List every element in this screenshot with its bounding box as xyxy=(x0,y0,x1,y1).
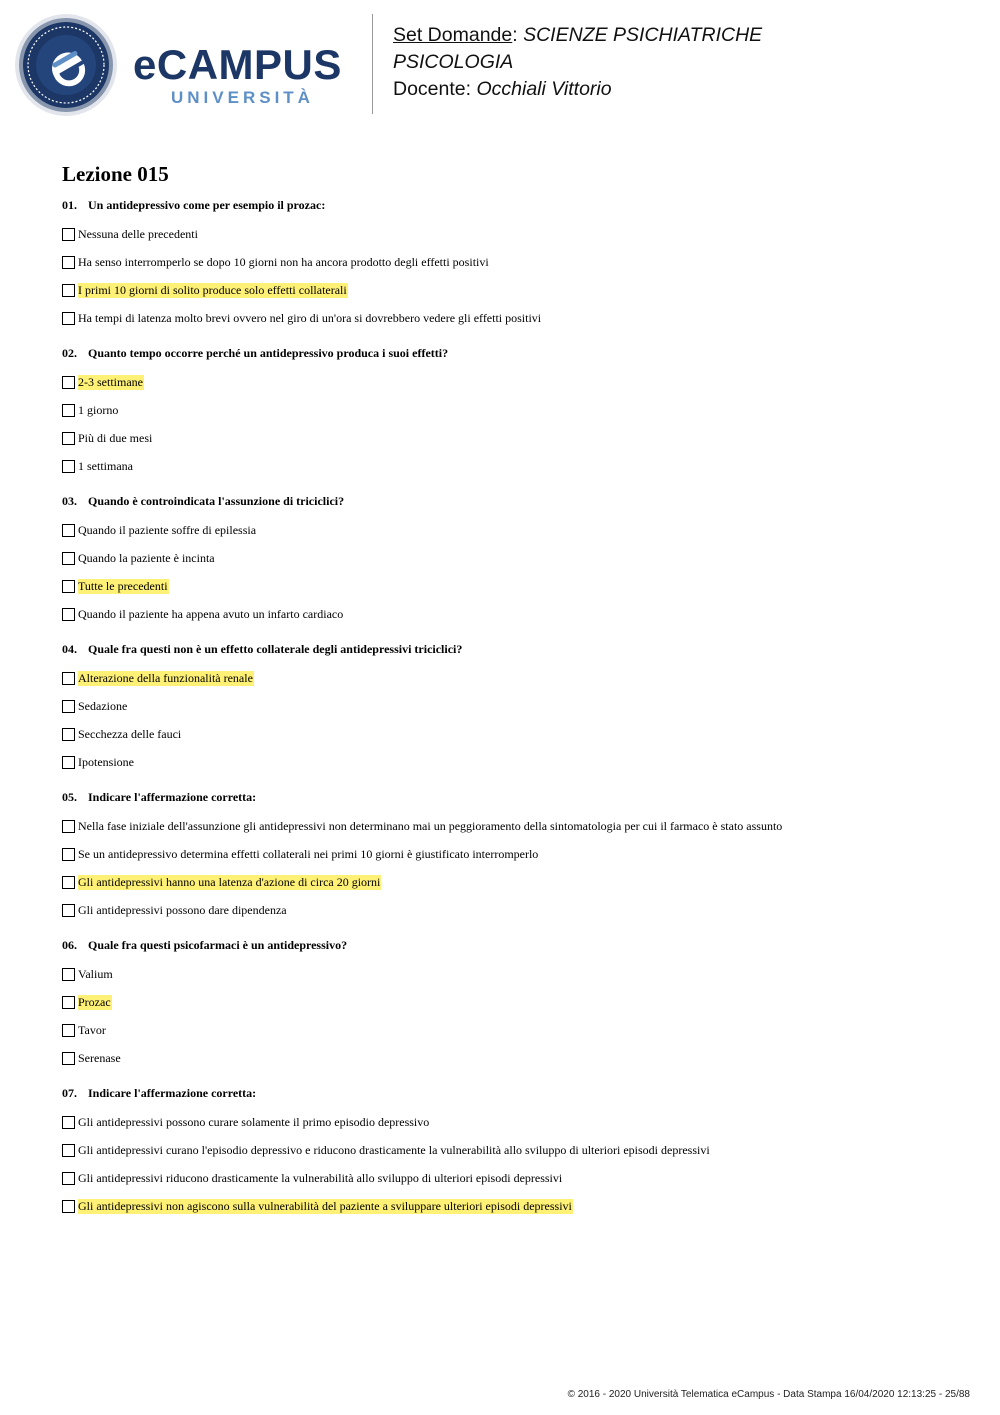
question-number: 02. xyxy=(62,346,77,360)
answer-option[interactable] xyxy=(62,960,942,988)
question-number: 06. xyxy=(62,938,77,952)
answer-text-highlighted: Prozac xyxy=(78,994,111,1009)
set-value-line2: PSICOLOGIA xyxy=(393,51,514,73)
answer-text: Quando il paziente ha appena avuto un infarto cardiaco xyxy=(78,606,344,621)
answer-text: Nella fase iniziale dell'assunzione gli antidepressivi non determinano mai un peggioramento della sintomatologia per cui il farmaco è stato assunto xyxy=(78,818,783,833)
answer-checkbox[interactable] xyxy=(62,1116,75,1129)
brand-subtitle: UNIVERSITÀ xyxy=(171,88,314,107)
answer-text: Quando la paziente è incinta xyxy=(78,550,215,565)
answer-checkbox[interactable] xyxy=(62,968,75,981)
answer-text: 1 settimana xyxy=(78,458,133,473)
answer-option[interactable] xyxy=(62,1164,942,1192)
question-text xyxy=(62,642,942,656)
ecampus-wordmark xyxy=(133,41,342,107)
answer-option[interactable] xyxy=(62,396,942,424)
answer-checkbox[interactable] xyxy=(62,820,75,833)
lesson-title: Lezione 015 xyxy=(62,162,169,186)
answer-checkbox[interactable] xyxy=(62,608,75,621)
question-label: Un antidepressivo come per esempio il prozac: xyxy=(88,198,326,212)
answer-checkbox[interactable] xyxy=(62,904,75,917)
answer-text: Sedazione xyxy=(78,698,128,713)
question-label: Quale fra questi psicofarmaci è un antidepressivo? xyxy=(88,938,348,952)
answer-option[interactable] xyxy=(62,1108,942,1136)
answer-text: Se un antidepressivo determina effetti collaterali nei primi 10 giorni è giustificato interromperlo xyxy=(78,846,539,861)
answer-text: Ha senso interromperlo se dopo 10 giorni non ha ancora prodotto degli effetti positivi xyxy=(78,254,489,269)
header-divider xyxy=(372,14,373,114)
answer-option[interactable] xyxy=(62,720,942,748)
answer-checkbox[interactable] xyxy=(62,284,75,297)
answer-checkbox[interactable] xyxy=(62,876,75,889)
answer-option[interactable] xyxy=(62,248,942,276)
question-item xyxy=(62,790,942,924)
question-item xyxy=(62,346,942,480)
question-label: Quanto tempo occorre perché un antidepressivo produca i suoi effetti? xyxy=(88,346,449,360)
question-list xyxy=(62,198,942,1234)
answer-checkbox[interactable] xyxy=(62,996,75,1009)
answer-text: 1 giorno xyxy=(78,402,119,417)
answer-checkbox[interactable] xyxy=(62,460,75,473)
question-text xyxy=(62,198,942,212)
answer-text: Gli antidepressivi possono curare solamente il primo episodio depressivo xyxy=(78,1114,430,1129)
set-value: SCIENZE PSICHIATRICHE xyxy=(523,24,763,46)
answer-text: Gli antidepressivi possono dare dipendenza xyxy=(78,902,287,917)
question-item xyxy=(62,198,942,332)
brand-name: eCAMPUS xyxy=(133,41,342,88)
answer-option[interactable] xyxy=(62,452,942,480)
question-item xyxy=(62,494,942,628)
answer-checkbox[interactable] xyxy=(62,404,75,417)
question-number: 01. xyxy=(62,198,77,212)
question-label: Indicare l'affermazione corretta: xyxy=(88,790,257,804)
answer-text: Nessuna delle precedenti xyxy=(78,226,198,241)
answer-checkbox[interactable] xyxy=(62,1052,75,1065)
page-header xyxy=(0,0,1000,130)
answer-checkbox[interactable] xyxy=(62,672,75,685)
answer-text-highlighted: Alterazione della funzionalità renale xyxy=(78,670,253,685)
answer-text: Ha tempi di latenza molto brevi ovvero nel giro di un'ora si dovrebbero vedere gli effetti positivi xyxy=(78,310,542,325)
answer-option[interactable] xyxy=(62,868,942,896)
answer-checkbox[interactable] xyxy=(62,1200,75,1213)
answer-text-highlighted: Tutte le precedenti xyxy=(78,578,168,593)
question-text xyxy=(62,1086,942,1100)
answer-option[interactable] xyxy=(62,748,942,776)
answer-option[interactable] xyxy=(62,896,942,924)
answer-option[interactable] xyxy=(62,840,942,868)
answer-option[interactable] xyxy=(62,544,942,572)
question-item xyxy=(62,938,942,1072)
teacher-value: Occhiali Vittorio xyxy=(476,78,612,100)
answer-text: Gli antidepressivi riducono drasticamente la vulnerabilità allo sviluppo di ulteriori episodi depressivi xyxy=(78,1170,563,1185)
set-info: Set Domande: SCIENZE PSICHIATRICHE PSICOLOGIA Docente: Occhiali Vittorio xyxy=(393,24,763,100)
question-label: Quale fra questi non è un effetto collaterale degli antidepressivi triciclici? xyxy=(88,642,463,656)
answer-option[interactable] xyxy=(62,988,942,1016)
answer-checkbox[interactable] xyxy=(62,1172,75,1185)
answer-text-highlighted: I primi 10 giorni di solito produce solo effetti collaterali xyxy=(78,282,347,297)
answer-option[interactable] xyxy=(62,1192,942,1220)
answer-checkbox[interactable] xyxy=(62,580,75,593)
answer-option[interactable] xyxy=(62,1136,942,1164)
question-text xyxy=(62,938,942,952)
answer-checkbox[interactable] xyxy=(62,312,75,325)
question-number: 05. xyxy=(62,790,77,804)
answer-option[interactable] xyxy=(62,572,942,600)
answer-option[interactable] xyxy=(62,220,942,248)
answer-checkbox[interactable] xyxy=(62,256,75,269)
answer-checkbox[interactable] xyxy=(62,756,75,769)
answer-checkbox[interactable] xyxy=(62,552,75,565)
teacher-label: Docente xyxy=(393,78,466,100)
answer-option[interactable] xyxy=(62,692,942,720)
answer-checkbox[interactable] xyxy=(62,524,75,537)
answer-checkbox[interactable] xyxy=(62,700,75,713)
answer-option[interactable] xyxy=(62,1016,942,1044)
answer-checkbox[interactable] xyxy=(62,1144,75,1157)
answer-text: Quando il paziente soffre di epilessia xyxy=(78,522,257,537)
answer-text: Gli antidepressivi curano l'episodio depressivo e riducono drasticamente la vulnerabilità allo sviluppo di ulteriori episodi depressivi xyxy=(78,1142,710,1157)
answer-text: Più di due mesi xyxy=(78,430,153,445)
answer-checkbox[interactable] xyxy=(62,376,75,389)
answer-option[interactable] xyxy=(62,276,942,304)
question-item xyxy=(62,642,942,776)
answer-text-highlighted: Gli antidepressivi hanno una latenza d'azione di circa 20 giorni xyxy=(78,874,381,889)
question-label: Quando è controindicata l'assunzione di triciclici? xyxy=(88,494,345,508)
answer-text: Tavor xyxy=(78,1022,106,1037)
answer-option[interactable] xyxy=(62,600,942,628)
question-text xyxy=(62,346,942,360)
answer-option[interactable] xyxy=(62,516,942,544)
answer-checkbox[interactable] xyxy=(62,432,75,445)
question-number: 04. xyxy=(62,642,77,656)
set-label: Set Domande xyxy=(393,24,513,46)
ecampus-seal-logo xyxy=(14,13,118,117)
question-number: 03. xyxy=(62,494,77,508)
answer-option[interactable] xyxy=(62,664,942,692)
answer-text-highlighted: 2-3 settimane xyxy=(78,374,143,389)
question-text xyxy=(62,494,942,508)
question-label: Indicare l'affermazione corretta: xyxy=(88,1086,257,1100)
answer-option[interactable] xyxy=(62,424,942,452)
answer-option[interactable] xyxy=(62,368,942,396)
answer-text-highlighted: Gli antidepressivi non agiscono sulla vulnerabilità del paziente a sviluppare ulteriori episodi depressivi xyxy=(78,1198,572,1213)
answer-checkbox[interactable] xyxy=(62,1024,75,1037)
question-number: 07. xyxy=(62,1086,77,1100)
answer-text: Serenase xyxy=(78,1050,121,1065)
answer-checkbox[interactable] xyxy=(62,728,75,741)
answer-option[interactable] xyxy=(62,812,942,840)
answer-option[interactable] xyxy=(62,1044,942,1072)
question-item xyxy=(62,1086,942,1220)
answer-text: Valium xyxy=(78,966,113,981)
question-text xyxy=(62,790,942,804)
answer-text: Secchezza delle fauci xyxy=(78,726,182,741)
answer-checkbox[interactable] xyxy=(62,848,75,861)
page-footer: © 2016 - 2020 Università Telematica eCampus - Data Stampa 16/04/2020 12:13:25 - 25/88 xyxy=(567,1389,970,1400)
answer-option[interactable] xyxy=(62,304,942,332)
answer-text: Ipotensione xyxy=(78,754,134,769)
answer-checkbox[interactable] xyxy=(62,228,75,241)
